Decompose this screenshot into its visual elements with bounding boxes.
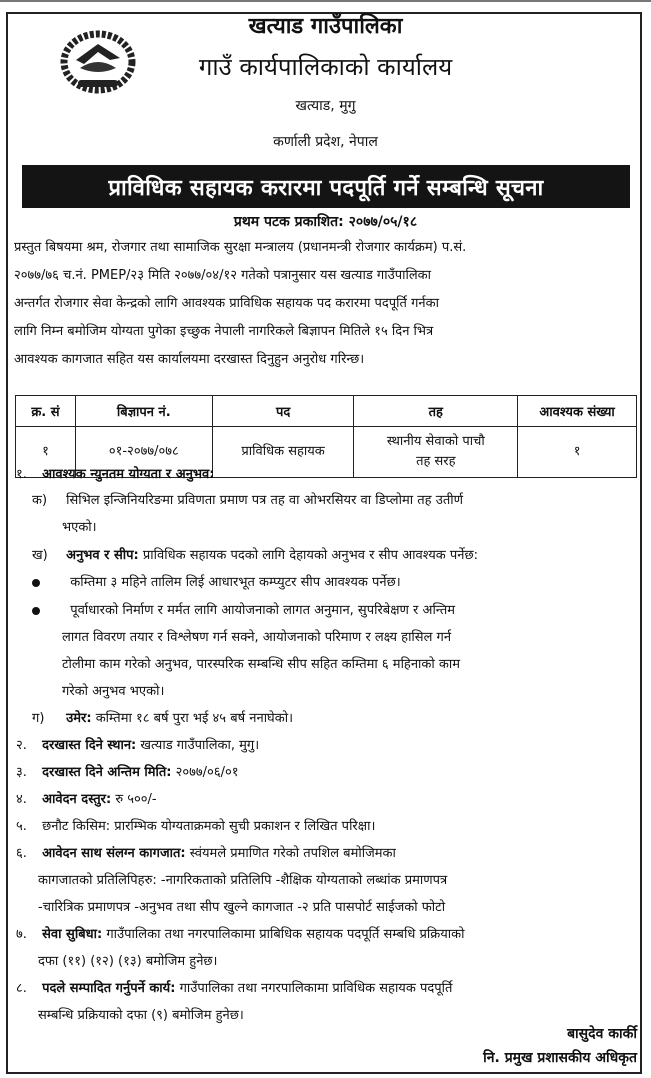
section-2-heading: दरखास्त दिने स्थान: [42,738,137,753]
section-4-text: रु ५००/- [115,792,157,807]
section-number: ३. [16,765,27,780]
col-header-count: आवश्यक संख्या [518,396,637,427]
published-date: २०७७/०५/१८ [348,214,418,230]
notice-title-banner [22,165,630,208]
item-ka-text: सिभिल इन्जिनियरिङमा प्रविणता प्रमाण पत्र तह वा ओभरसियर वा डिप्लोमा तह उतीर्ण [66,493,463,508]
item-ka-line2: भएको। [62,520,97,535]
bullet-text: पूर्वाधारको निर्माण र मर्मत लागि आयोजनाको लागत अनुमान, सुपरिबेक्षण र अन्तिम [70,603,455,618]
item-kha-line [32,545,478,563]
cell-level [354,427,518,478]
section-5-text: छनौट किसिम: प्रारम्भिक योग्यताक्रमको सुची प्रकाशन र लिखित परिक्षा। [42,819,376,834]
section-5-line [16,816,375,834]
section-1-heading-line [16,464,215,482]
section-number: २. [16,738,27,753]
item-ga-text: कम्तिमा १८ बर्ष पुरा भई ४५ बर्ष ननाघेको। [95,711,294,726]
bullet-text: कम्तिमा ३ महिने तालिम लिई आधारभूत कम्प्युटर सीप आवश्यक पर्नेछ। [70,575,401,590]
intro-paragraph [14,234,638,374]
cell-level-line2: तह सरह [416,454,456,469]
section-6-line1 [16,843,396,861]
col-header-ad-no: बिज्ञापन नं. [75,396,212,427]
bullet-text-cont: लागत विवरण तयार र विश्लेषण गर्न सक्ने, आयोजनाको परिमाण र लक्ष्य हासिल गर्न [62,630,452,645]
cell-post: प्राविधिक सहायक [212,427,354,478]
section-4-heading: आवेदन दस्तुर: [42,792,112,807]
item-label: क) [32,493,48,508]
section-2-text: खत्याड गाउँपालिका, मुगु। [140,738,260,753]
org-name: खत्याड गाउँपालिका [248,14,403,39]
table-header-row [16,396,637,427]
item-ga-heading: उमेर: [66,711,92,726]
cell-sn: १ [16,427,76,478]
col-header-sn: क्र. सं [16,396,76,427]
section-number: ६. [16,846,27,861]
item-ga-line [32,708,293,726]
section-8-heading: पदले सम्पादित गर्नुपर्ने कार्य: [42,981,176,996]
section-6-line3: -चारित्रिक प्रमाणपत्र -अनुभव तथा सीप खुल्ने कागजात -२ प्रति पासपोर्ट साईजको फोटो [38,900,446,915]
intro-line: २०७७/७६ च.नं. PMEP/२३ मिति २०७७/०४/१२ गतेको पत्रानुसार यस खत्याड गाउँपालिका [14,268,432,283]
item-kha-text: प्राविधिक सहायक पदको लागि देहायको अनुभव र सीप आवश्यक पर्नेछ: [142,548,478,563]
section-1-heading: आवश्यक न्युनतम योग्यता र अनुभव: [42,467,215,482]
section-8-line2: सम्बन्धि प्रक्रियाको दफा (९) बमोजिम हुनेछ। [38,1008,244,1023]
published-label: प्रथम पटक प्रकाशित: [233,214,344,230]
cell-count: १ [518,427,637,478]
section-6-text: स्वंयमले प्रमाणित गरेको तपशिल बमोजिमका [189,846,396,861]
section-3-heading: दरखास्त दिने अन्तिम मिति: [42,765,172,780]
section-8-line1 [16,978,452,996]
section-8-text: गाउँपालिका तथा नगरपालिकामा प्राविधिक सहायक पदपूर्ति [179,981,453,996]
section-3-text: २०७७/०६/०१ [175,765,239,780]
section-number: ७. [16,927,27,942]
item-ka-line1 [32,490,463,508]
province: कर्णाली प्रदेश, नेपाल [273,134,378,150]
bullet-icon [32,579,40,587]
bullet-item [32,600,455,618]
intro-line: आवश्यक कागजात सहित यस कार्यालयमा दरखास्त दिनुहुन अनुरोध गरिन्छ। [14,352,365,367]
bullet-text-cont: गरेको अनुभव भएको। [62,684,165,699]
col-header-level: तह [354,396,518,427]
section-4-line [16,789,157,807]
published-date-line [0,212,651,231]
section-number: ५. [16,819,27,834]
section-6-line2: कागजातको प्रतिलिपिहरु: -नागरिकताको प्रतिलिपि -शैक्षिक योग्यताको लब्धांक प्रमाणपत्र [38,873,448,888]
office-name: गाउँ कार्यपालिकाको कार्यालय [198,53,453,81]
item-kha-heading: अनुभव र सीप: [66,548,139,563]
intro-line: अन्तर्गत रोजगार सेवा केन्द्रको लागि आवश्यक प्राविधिक सहायक पद करारमा पदपूर्ति गर्नका [14,296,439,311]
top-rule [0,0,651,2]
section-number: ८. [16,981,27,996]
section-7-line1 [16,924,464,942]
section-7-text: गाउँपालिका तथा नगरपालिकामा प्राबिधिक सहायक पदपूर्ति सम्बधि प्रक्रियाको [106,927,465,942]
intro-line: लागि निम्न बमोजिम योग्यता पुगेका इच्छुक नेपाली नागरिकले बिज्ञापन मितिले १५ दिन भित्र [14,324,434,339]
signatory-name: बासुदेव कार्की [567,1026,637,1042]
signatory-designation: नि. प्रमुख प्रशासकीय अधिकृत [483,1050,637,1066]
bullet-item [32,572,401,590]
section-3-line [16,762,238,780]
section-number: ४. [16,792,27,807]
section-2-line [16,735,259,753]
section-7-heading: सेवा सुबिधा: [42,927,103,942]
section-6-heading: आवेदन साथ संलग्न कागजात: [42,846,186,861]
cell-level-line1: स्थानीय सेवाको पाचौ [386,434,485,449]
bullet-text-cont: टोलीमा काम गरेको अनुभव, पारस्परिक सम्बन्धि सीप सहित कम्तिमा ६ महिनाको काम [62,657,461,672]
section-7-line2: दफा (११) (१२) (१३) बमोजिम हुनेछ। [38,954,218,969]
address: खत्याड, मुगु [295,98,356,114]
cell-ad-no: ०१-२०७७/०७८ [75,427,212,478]
intro-line: प्रस्तुत बिषयमा श्रम, रोजगार तथा सामाजिक सुरक्षा मन्त्रालय (प्रधानमन्त्री रोजगार कार्यक्रम) प.सं. [14,240,467,255]
col-header-post: पद [212,396,354,427]
bullet-icon [32,607,40,615]
item-label: ख) [32,548,48,563]
item-label: ग) [32,711,45,726]
notice-title: प्राविधिक सहायक करारमा पदपूर्ति गर्ने सम्बन्धि सूचना [108,175,544,201]
section-number: १. [16,467,27,482]
